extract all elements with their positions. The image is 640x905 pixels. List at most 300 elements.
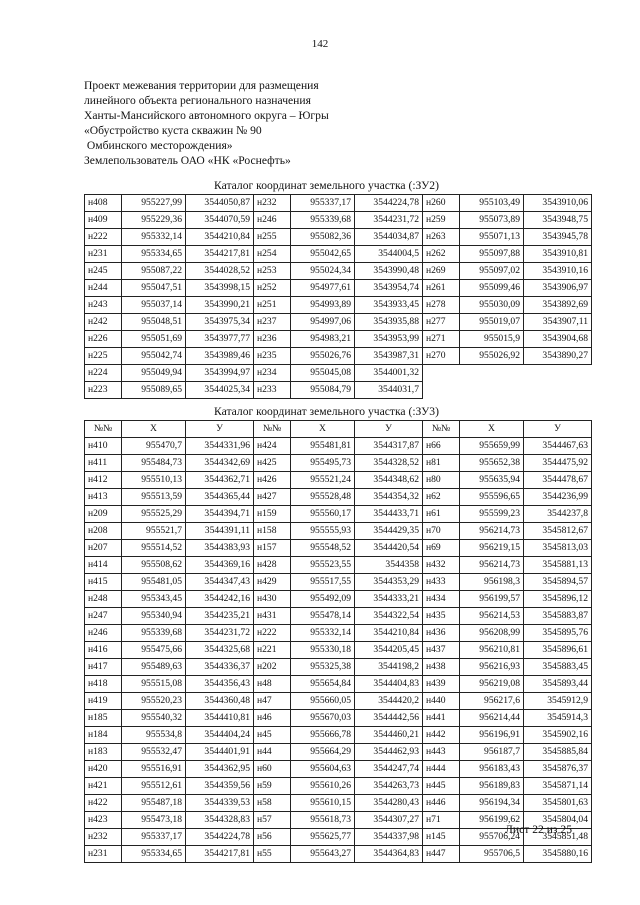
- y-coordinate-cell: 3544401,91: [186, 744, 254, 761]
- table-row: [85, 195, 592, 212]
- point-id-cell: н157: [254, 540, 291, 557]
- y-coordinate-cell: 3544369,16: [186, 557, 254, 574]
- y-coordinate-cell: 3543977,77: [186, 331, 254, 348]
- y-coordinate-cell: 3543994,97: [186, 365, 254, 382]
- y-coordinate-cell: 3544231,72: [186, 625, 254, 642]
- y-coordinate-cell: 3544336,37: [186, 659, 254, 676]
- table-row: [85, 314, 592, 331]
- y-coordinate-cell: 3543954,74: [355, 280, 423, 297]
- x-coordinate-cell: 955635,94: [460, 472, 524, 489]
- y-coordinate-cell: 3544404,83: [355, 676, 423, 693]
- x-coordinate-cell: 955521,24: [291, 472, 355, 489]
- y-coordinate-cell: 3544263,73: [355, 778, 423, 795]
- x-coordinate-cell: 955042,74: [122, 348, 186, 365]
- y-coordinate-cell: 3545885,84: [524, 744, 592, 761]
- point-id-cell: н208: [85, 523, 122, 540]
- coordinates-table-zu2: [84, 194, 592, 399]
- y-coordinate-cell: 3543989,46: [186, 348, 254, 365]
- table-row: [85, 778, 592, 795]
- column-header: №№: [254, 421, 291, 438]
- point-id-cell: н57: [254, 812, 291, 829]
- x-coordinate-cell: 955047,51: [122, 280, 186, 297]
- x-coordinate-cell: 955340,94: [122, 608, 186, 625]
- x-coordinate-cell: 955514,52: [122, 540, 186, 557]
- x-coordinate-cell: 955643,27: [291, 846, 355, 863]
- y-coordinate-cell: 3544337,98: [355, 829, 423, 846]
- point-id-cell: н434: [423, 591, 460, 608]
- x-coordinate-cell: 955481,05: [122, 574, 186, 591]
- x-coordinate-cell: 955555,93: [291, 523, 355, 540]
- y-coordinate-cell: 3543990,21: [186, 297, 254, 314]
- x-coordinate-cell: 955610,15: [291, 795, 355, 812]
- column-header: №№: [423, 421, 460, 438]
- point-id-cell: н277: [423, 314, 460, 331]
- x-coordinate-cell: 956210,81: [460, 642, 524, 659]
- empty-cell: [524, 365, 592, 382]
- x-coordinate-cell: 956198,3: [460, 574, 524, 591]
- x-coordinate-cell: 955073,89: [460, 212, 524, 229]
- y-coordinate-cell: 3544025,34: [186, 382, 254, 399]
- page-number: 142: [311, 38, 329, 50]
- y-coordinate-cell: 3544362,71: [186, 472, 254, 489]
- point-id-cell: н247: [85, 608, 122, 625]
- y-coordinate-cell: 3543890,27: [524, 348, 592, 365]
- empty-cell: [460, 382, 524, 399]
- table-row: [85, 659, 592, 676]
- y-coordinate-cell: 3544034,87: [355, 229, 423, 246]
- point-id-cell: н234: [254, 365, 291, 382]
- y-coordinate-cell: 3545801,63: [524, 795, 592, 812]
- point-id-cell: н248: [85, 591, 122, 608]
- point-id-cell: н159: [254, 506, 291, 523]
- point-id-cell: н246: [85, 625, 122, 642]
- point-id-cell: н419: [85, 693, 122, 710]
- y-coordinate-cell: 3545896,61: [524, 642, 592, 659]
- x-coordinate-cell: 955049,94: [122, 365, 186, 382]
- y-coordinate-cell: 3545896,12: [524, 591, 592, 608]
- x-coordinate-cell: 956189,83: [460, 778, 524, 795]
- table-row: [85, 608, 592, 625]
- y-coordinate-cell: 3545914,3: [524, 710, 592, 727]
- x-coordinate-cell: 955521,7: [122, 523, 186, 540]
- y-coordinate-cell: 3544362,95: [186, 761, 254, 778]
- column-header: X: [291, 421, 355, 438]
- y-coordinate-cell: 3543953,99: [355, 331, 423, 348]
- x-coordinate-cell: 955706,24: [460, 829, 524, 846]
- x-coordinate-cell: 956216,93: [460, 659, 524, 676]
- x-coordinate-cell: 955515,08: [122, 676, 186, 693]
- y-coordinate-cell: 3544365,44: [186, 489, 254, 506]
- x-coordinate-cell: 955071,13: [460, 229, 524, 246]
- point-id-cell: н418: [85, 676, 122, 693]
- y-coordinate-cell: 3544004,5: [355, 246, 423, 263]
- header-line: «Обустройство куста скважин № 90: [84, 124, 262, 137]
- empty-cell: [460, 365, 524, 382]
- point-id-cell: н422: [85, 795, 122, 812]
- point-id-cell: н432: [423, 557, 460, 574]
- table-row: [85, 263, 592, 280]
- point-id-cell: н207: [85, 540, 122, 557]
- point-id-cell: н262: [423, 246, 460, 263]
- point-id-cell: н158: [254, 523, 291, 540]
- point-id-cell: н70: [423, 523, 460, 540]
- x-coordinate-cell: 955030,09: [460, 297, 524, 314]
- x-coordinate-cell: 955513,59: [122, 489, 186, 506]
- point-id-cell: н62: [423, 489, 460, 506]
- y-coordinate-cell: 3544358: [355, 557, 423, 574]
- point-id-cell: н223: [85, 382, 122, 399]
- point-id-cell: н80: [423, 472, 460, 489]
- x-coordinate-cell: 955229,36: [122, 212, 186, 229]
- x-coordinate-cell: 954993,89: [291, 297, 355, 314]
- y-coordinate-cell: 3544210,84: [355, 625, 423, 642]
- point-id-cell: н411: [85, 455, 122, 472]
- point-id-cell: н424: [254, 438, 291, 455]
- point-id-cell: н56: [254, 829, 291, 846]
- point-id-cell: н183: [85, 744, 122, 761]
- x-coordinate-cell: 955659,99: [460, 438, 524, 455]
- point-id-cell: н270: [423, 348, 460, 365]
- point-id-cell: н251: [254, 297, 291, 314]
- column-header: X: [460, 421, 524, 438]
- x-coordinate-cell: 955339,68: [291, 212, 355, 229]
- catalog-title-zu2: Каталог координат земельного участка (:ЗУ2): [214, 179, 439, 192]
- point-id-cell: н45: [254, 727, 291, 744]
- y-coordinate-cell: 3544360,48: [186, 693, 254, 710]
- y-coordinate-cell: 3544348,62: [355, 472, 423, 489]
- x-coordinate-cell: 955528,48: [291, 489, 355, 506]
- y-coordinate-cell: 3544429,35: [355, 523, 423, 540]
- sheet-number: Лист 22 из 25: [505, 823, 572, 836]
- table-row: [85, 727, 592, 744]
- point-id-cell: н71: [423, 812, 460, 829]
- x-coordinate-cell: 955478,14: [291, 608, 355, 625]
- y-coordinate-cell: 3544353,29: [355, 574, 423, 591]
- x-coordinate-cell: 955097,02: [460, 263, 524, 280]
- x-coordinate-cell: 955654,84: [291, 676, 355, 693]
- point-id-cell: н184: [85, 727, 122, 744]
- table-row: [85, 591, 592, 608]
- x-coordinate-cell: 955487,18: [122, 795, 186, 812]
- point-id-cell: н246: [254, 212, 291, 229]
- x-coordinate-cell: 955473,18: [122, 812, 186, 829]
- y-coordinate-cell: 3544070,59: [186, 212, 254, 229]
- table-row: [85, 795, 592, 812]
- table-row: [85, 212, 592, 229]
- y-coordinate-cell: 3544001,32: [355, 365, 423, 382]
- table-row: [85, 761, 592, 778]
- x-coordinate-cell: 955525,29: [122, 506, 186, 523]
- y-coordinate-cell: 3543910,16: [524, 263, 592, 280]
- point-id-cell: н237: [254, 314, 291, 331]
- point-id-cell: н225: [85, 348, 122, 365]
- y-coordinate-cell: 3544475,92: [524, 455, 592, 472]
- x-coordinate-cell: 955523,55: [291, 557, 355, 574]
- x-coordinate-cell: 955019,07: [460, 314, 524, 331]
- y-coordinate-cell: 3543906,97: [524, 280, 592, 297]
- x-coordinate-cell: 955325,38: [291, 659, 355, 676]
- x-coordinate-cell: 955706,5: [460, 846, 524, 863]
- x-coordinate-cell: 956187,7: [460, 744, 524, 761]
- point-id-cell: н44: [254, 744, 291, 761]
- point-id-cell: н420: [85, 761, 122, 778]
- x-coordinate-cell: 956214,53: [460, 608, 524, 625]
- y-coordinate-cell: 3545813,03: [524, 540, 592, 557]
- point-id-cell: н202: [254, 659, 291, 676]
- x-coordinate-cell: 955337,17: [291, 195, 355, 212]
- x-coordinate-cell: 955548,52: [291, 540, 355, 557]
- y-coordinate-cell: 3544391,11: [186, 523, 254, 540]
- table-row: [85, 246, 592, 263]
- x-coordinate-cell: 954997,06: [291, 314, 355, 331]
- point-id-cell: н261: [423, 280, 460, 297]
- y-coordinate-cell: 3543933,45: [355, 297, 423, 314]
- point-id-cell: н46: [254, 710, 291, 727]
- empty-cell: [524, 382, 592, 399]
- point-id-cell: н437: [423, 642, 460, 659]
- x-coordinate-cell: 955337,17: [122, 829, 186, 846]
- point-id-cell: н447: [423, 846, 460, 863]
- y-coordinate-cell: 3544224,78: [355, 195, 423, 212]
- table-row: [85, 744, 592, 761]
- y-coordinate-cell: 3544347,43: [186, 574, 254, 591]
- point-id-cell: н55: [254, 846, 291, 863]
- y-coordinate-cell: 3545912,9: [524, 693, 592, 710]
- coordinates-table-zu3: [84, 420, 592, 863]
- y-coordinate-cell: 3544322,54: [355, 608, 423, 625]
- x-coordinate-cell: 955596,65: [460, 489, 524, 506]
- x-coordinate-cell: 955610,26: [291, 778, 355, 795]
- y-coordinate-cell: 3543910,81: [524, 246, 592, 263]
- x-coordinate-cell: 955508,62: [122, 557, 186, 574]
- x-coordinate-cell: 955024,34: [291, 263, 355, 280]
- x-coordinate-cell: 954977,61: [291, 280, 355, 297]
- y-coordinate-cell: 3544339,53: [186, 795, 254, 812]
- x-coordinate-cell: 956214,73: [460, 523, 524, 540]
- column-header: У: [186, 421, 254, 438]
- point-id-cell: н436: [423, 625, 460, 642]
- y-coordinate-cell: 3543948,75: [524, 212, 592, 229]
- x-coordinate-cell: 955652,38: [460, 455, 524, 472]
- point-id-cell: н254: [254, 246, 291, 263]
- point-id-cell: н233: [254, 382, 291, 399]
- x-coordinate-cell: 955481,81: [291, 438, 355, 455]
- point-id-cell: н428: [254, 557, 291, 574]
- point-id-cell: н430: [254, 591, 291, 608]
- table-row: [85, 331, 592, 348]
- x-coordinate-cell: 956199,62: [460, 812, 524, 829]
- x-coordinate-cell: 955082,36: [291, 229, 355, 246]
- x-coordinate-cell: 955103,49: [460, 195, 524, 212]
- point-id-cell: н224: [85, 365, 122, 382]
- x-coordinate-cell: 955048,51: [122, 314, 186, 331]
- point-id-cell: н440: [423, 693, 460, 710]
- point-id-cell: н409: [85, 212, 122, 229]
- y-coordinate-cell: 3543892,69: [524, 297, 592, 314]
- catalog-title-zu3: Каталог координат земельного участка (:ЗУ3): [214, 405, 439, 418]
- y-coordinate-cell: 3544442,56: [355, 710, 423, 727]
- table-row: [85, 280, 592, 297]
- x-coordinate-cell: 955332,14: [122, 229, 186, 246]
- y-coordinate-cell: 3544404,24: [186, 727, 254, 744]
- y-coordinate-cell: 3543945,78: [524, 229, 592, 246]
- y-coordinate-cell: 3543998,15: [186, 280, 254, 297]
- x-coordinate-cell: 956183,43: [460, 761, 524, 778]
- y-coordinate-cell: 3545880,16: [524, 846, 592, 863]
- point-id-cell: н244: [85, 280, 122, 297]
- x-coordinate-cell: 955343,45: [122, 591, 186, 608]
- y-coordinate-cell: 3544331,96: [186, 438, 254, 455]
- point-id-cell: н245: [85, 263, 122, 280]
- x-coordinate-cell: 955051,69: [122, 331, 186, 348]
- y-coordinate-cell: 3544224,78: [186, 829, 254, 846]
- x-coordinate-cell: 955470,7: [122, 438, 186, 455]
- table-row: [85, 523, 592, 540]
- x-coordinate-cell: 955015,9: [460, 331, 524, 348]
- point-id-cell: н185: [85, 710, 122, 727]
- y-coordinate-cell: 3544237,8: [524, 506, 592, 523]
- x-coordinate-cell: 955625,77: [291, 829, 355, 846]
- y-coordinate-cell: 3544328,83: [186, 812, 254, 829]
- point-id-cell: н260: [423, 195, 460, 212]
- table-row: [85, 710, 592, 727]
- x-coordinate-cell: 956219,15: [460, 540, 524, 557]
- y-coordinate-cell: 3544325,68: [186, 642, 254, 659]
- point-id-cell: н235: [254, 348, 291, 365]
- point-id-cell: н446: [423, 795, 460, 812]
- point-id-cell: н413: [85, 489, 122, 506]
- y-coordinate-cell: 3544354,32: [355, 489, 423, 506]
- x-coordinate-cell: 955334,65: [122, 246, 186, 263]
- y-coordinate-cell: 3544342,69: [186, 455, 254, 472]
- point-id-cell: н259: [423, 212, 460, 229]
- y-coordinate-cell: 3543990,48: [355, 263, 423, 280]
- x-coordinate-cell: 955495,73: [291, 455, 355, 472]
- point-id-cell: н255: [254, 229, 291, 246]
- y-coordinate-cell: 3544478,67: [524, 472, 592, 489]
- y-coordinate-cell: 3544420,54: [355, 540, 423, 557]
- y-coordinate-cell: 3544433,71: [355, 506, 423, 523]
- x-coordinate-cell: 955510,13: [122, 472, 186, 489]
- y-coordinate-cell: 3545804,04: [524, 812, 592, 829]
- x-coordinate-cell: 955512,61: [122, 778, 186, 795]
- point-id-cell: н269: [423, 263, 460, 280]
- y-coordinate-cell: 3544410,81: [186, 710, 254, 727]
- point-id-cell: н231: [85, 246, 122, 263]
- y-coordinate-cell: 3543907,11: [524, 314, 592, 331]
- point-id-cell: н253: [254, 263, 291, 280]
- y-coordinate-cell: 3544050,87: [186, 195, 254, 212]
- y-coordinate-cell: 3544364,83: [355, 846, 423, 863]
- header-line: Ханты-Мансийского автономного округа – Югры: [84, 109, 329, 122]
- point-id-cell: н425: [254, 455, 291, 472]
- x-coordinate-cell: 955330,18: [291, 642, 355, 659]
- x-coordinate-cell: 955045,08: [291, 365, 355, 382]
- point-id-cell: н410: [85, 438, 122, 455]
- empty-cell: [423, 382, 460, 399]
- y-coordinate-cell: 3544236,99: [524, 489, 592, 506]
- point-id-cell: н236: [254, 331, 291, 348]
- table-row: [85, 557, 592, 574]
- y-coordinate-cell: 3543910,06: [524, 195, 592, 212]
- point-id-cell: н222: [85, 229, 122, 246]
- x-coordinate-cell: 955087,22: [122, 263, 186, 280]
- x-coordinate-cell: 956214,73: [460, 557, 524, 574]
- y-coordinate-cell: 3544210,84: [186, 229, 254, 246]
- x-coordinate-cell: 955334,65: [122, 846, 186, 863]
- y-coordinate-cell: 3545894,57: [524, 574, 592, 591]
- y-coordinate-cell: 3545902,16: [524, 727, 592, 744]
- table-row: [85, 625, 592, 642]
- point-id-cell: н443: [423, 744, 460, 761]
- table-row: [85, 348, 592, 365]
- x-coordinate-cell: 954983,21: [291, 331, 355, 348]
- y-coordinate-cell: 3544333,21: [355, 591, 423, 608]
- y-coordinate-cell: 3545871,14: [524, 778, 592, 795]
- y-coordinate-cell: 3544031,7: [355, 382, 423, 399]
- point-id-cell: н408: [85, 195, 122, 212]
- y-coordinate-cell: 3544307,27: [355, 812, 423, 829]
- x-coordinate-cell: 956219,08: [460, 676, 524, 693]
- y-coordinate-cell: 3544217,81: [186, 846, 254, 863]
- y-coordinate-cell: 3544028,52: [186, 263, 254, 280]
- y-coordinate-cell: 3545883,87: [524, 608, 592, 625]
- y-coordinate-cell: 3545893,44: [524, 676, 592, 693]
- x-coordinate-cell: 955492,09: [291, 591, 355, 608]
- x-coordinate-cell: 955037,14: [122, 297, 186, 314]
- header-line: Проект межевания территории для размещения: [84, 79, 319, 92]
- x-coordinate-cell: 955666,78: [291, 727, 355, 744]
- header-line: Землепользователь ОАО «НК «Роснефть»: [84, 154, 291, 167]
- y-coordinate-cell: 3544359,56: [186, 778, 254, 795]
- column-header: У: [355, 421, 423, 438]
- point-id-cell: н48: [254, 676, 291, 693]
- y-coordinate-cell: 3545883,45: [524, 659, 592, 676]
- point-id-cell: н145: [423, 829, 460, 846]
- x-coordinate-cell: 956217,6: [460, 693, 524, 710]
- point-id-cell: н426: [254, 472, 291, 489]
- point-id-cell: н414: [85, 557, 122, 574]
- table-row: [85, 846, 592, 863]
- x-coordinate-cell: 955475,66: [122, 642, 186, 659]
- x-coordinate-cell: 955660,05: [291, 693, 355, 710]
- point-id-cell: н412: [85, 472, 122, 489]
- point-id-cell: н431: [254, 608, 291, 625]
- point-id-cell: н69: [423, 540, 460, 557]
- y-coordinate-cell: 3543975,34: [186, 314, 254, 331]
- x-coordinate-cell: 955534,8: [122, 727, 186, 744]
- x-coordinate-cell: 955332,14: [291, 625, 355, 642]
- table-row: [85, 297, 592, 314]
- table-row: [85, 382, 592, 399]
- point-id-cell: н61: [423, 506, 460, 523]
- x-coordinate-cell: 956208,99: [460, 625, 524, 642]
- x-coordinate-cell: 955618,73: [291, 812, 355, 829]
- point-id-cell: н263: [423, 229, 460, 246]
- x-coordinate-cell: 955532,47: [122, 744, 186, 761]
- x-coordinate-cell: 955560,17: [291, 506, 355, 523]
- table-row: [85, 574, 592, 591]
- point-id-cell: н429: [254, 574, 291, 591]
- y-coordinate-cell: 3544317,87: [355, 438, 423, 455]
- point-id-cell: н427: [254, 489, 291, 506]
- table-row: [85, 693, 592, 710]
- table-row: [85, 365, 592, 382]
- point-id-cell: н60: [254, 761, 291, 778]
- y-coordinate-cell: 3544394,71: [186, 506, 254, 523]
- x-coordinate-cell: 955084,79: [291, 382, 355, 399]
- y-coordinate-cell: 3544231,72: [355, 212, 423, 229]
